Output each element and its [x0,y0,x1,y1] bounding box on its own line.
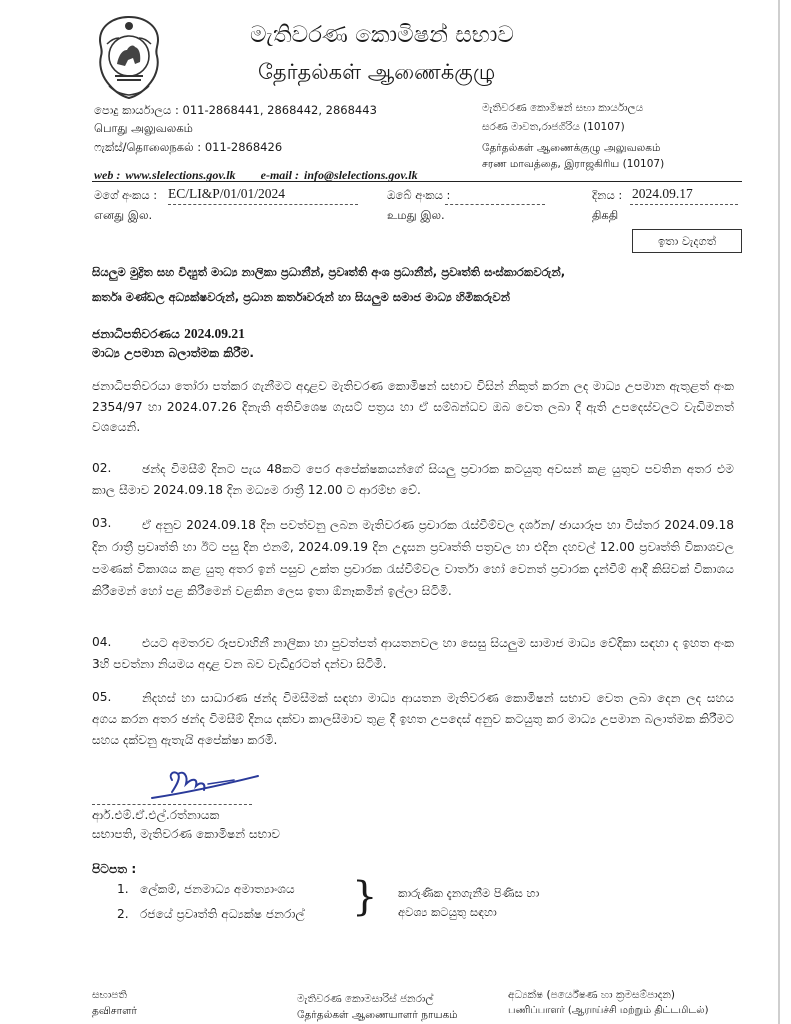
subject-date: 2024.09.21 [184,326,245,341]
email-address: info@slelections.gov.lk [304,168,418,182]
address-line-2: සරණ මාවත,රාජගිරිය (10107) [482,121,625,133]
copies-note-line-2: අවශ්‍ය කටයුතු සඳහා [398,905,497,919]
date-label: දිනය : [592,188,623,202]
paragraph-05: නිදහස් හා සාධාරණ ඡන්ද විමසීමක් සඳහා මාධ්‍ය ආයතන මැතිවරණ කොමිෂන් සභාව වෙත ලබා දෙන ලද සහය අගය කරන අතර ඡන්ද විමසීම් දිනය දක්වා කාලසීමාව තුළ දී ඉහත උපදෙස් අනුව කටයුතු කර මාධ්‍ය උපමාන බලාත්මක කිරීමට සහය දක්වනු ඇතැයි අපේක්ෂා කරමි. [92,691,734,747]
urgent-stamp [632,229,742,253]
signatory-name: ආර්.එම්.ඒ.එල්.රත්නායක [92,808,220,822]
urgent-stamp-text: ඉතා වැදගත් [657,233,717,248]
intro-paragraph: ජනාධිපතිවරයා තෝරා පත්කර ගැනීමට අදාළව මැතිවරණ කොමිෂන් සභාව විසින් නිකුත් කරන ලද මාධ්‍ය උපමාන ඇතුළත් අංක 2354/97 හා 2024.07.26 දිනැති අතිවිශෙෂ ගැසට් පත්‍රය හා ඒ සම්බන්ධව ඔබ වෙත ලබා දී ඇති උපදෙස්වලට වැඩිමනත් වශයෙනි. [92,379,734,434]
web-address: www.slelections.gov.lk [125,168,236,182]
addressee-line-2: කර්තෘ මණ්ඩල අධ්‍යක්ෂවරුන්, ප්‍රධාන කර්තෘවරුන් හා සියලුම සමාජ මාධ්‍ය හිමිකරුවන් [92,290,511,304]
signatory-title: සභාපති, මැතිවරණ කොමිෂන් සභාව [92,827,281,841]
date-value: 2024.09.17 [632,186,693,201]
copies-heading: පිටපත : [92,862,137,876]
subject-line-2: මාධ්‍ය උපමාන බලාත්මක කිරීම. [92,346,255,360]
address-line-3: தேர்தல்கள் ஆணைக்குழு அலுவலகம் [482,142,661,154]
my-ref-label-tamil: எனது இல. [94,208,153,222]
office-phone: පොදු කාර්යාලය : 011-2868441, 2868442, 2868443 [94,103,377,117]
paragraph-04-number: 04. [92,635,112,649]
office-title-tamil: தேர்தல்கள் ஆணைக்குழு [258,60,496,84]
address-line-1: මැතිවරණ කොමිෂන් සභා කාර්යාලය [482,102,644,114]
copy-item-2: රජයේ ප්‍රවෘත්ති අධ්‍යක්ෂ ජනරාල් [140,907,305,921]
address-line-4: சரண மாவத்தை, இராஜகிரிய (10107) [482,158,665,170]
signature-dotted-line [92,804,252,805]
footer-commissioner-general: මැතිවරණ කොමසාරිස් ජනරාල් [297,993,434,1005]
scan-edge [778,0,780,1024]
my-ref-label: මගේ අංකය : [94,188,158,202]
copies-note-line-1: කාරුණික දැනගැනීම පිණිස හා [398,886,540,900]
web-label: web : [94,168,121,182]
date-dotted-line [630,204,738,205]
date-label-tamil: திகதி [592,208,619,222]
paragraph-02: ඡන්ද විමසීම් දිනට පැය 48කට පෙර අපේක්ෂකයන්ගේ සියලු ප්‍රචාරක කටයුතු අවසන් කළ යුතුව පවතින අතර එම කාල සීමාව 2024.09.18 දින මධ්‍යම රාත්‍රී 12.00 ට ආරම්භ වේ. [92,462,734,497]
office-title-sinhala: මැතිවරණ කොමිෂන් සභාව [250,22,514,48]
copy-item-1-number: 1. [117,882,129,896]
paragraph-05-number: 05. [92,690,112,704]
emblem-logo [95,14,163,100]
footer-commissioner-general-tamil: தேர்தல்கள் ஆணையாளர் நாயகம் [297,1009,458,1021]
addressee-line-1: සියලුම මුද්‍රිත සහ විද්‍යුත් මාධ්‍ය නාලිකා ප්‍රධානීන්, ප්‍රවෘත්ති අංශ ප්‍රධානීන්, ප්‍රවෘත්ති සංස්කාරකවරුන්, [92,265,566,279]
copy-item-2-number: 2. [117,907,129,921]
footer-director: අධ්‍යක්ෂ (පර්යේෂණ හා ක්‍රමසම්පාදන) [508,989,676,1001]
footer-chairman-tamil: தவிசாளர் [92,1005,138,1017]
handwritten-signature [148,762,263,806]
your-ref-label-tamil: உமது இல. [387,208,445,222]
office-label-tamil: பொது அலுவலகம் [94,121,193,135]
footer-chairman: සභාපති [92,989,127,1001]
header-divider [92,181,742,182]
your-ref-dotted-line [445,204,545,205]
your-ref-label: ඔබේ අංකය : [387,188,451,202]
my-ref-dotted-line [168,204,358,205]
paragraph-02-number: 02. [92,461,112,475]
copy-item-1: ලේකම්, ජනමාධ්‍ය අමාත්‍යාංශය [140,882,295,896]
my-ref-value: EC/LI&P/01/01/2024 [168,186,286,201]
email-label: e-mail : [260,168,299,182]
subject-election: ජනාධිපතිවරණය [92,327,180,341]
copies-brace: } [352,874,378,920]
fax-number: ෆැක්ස්/தொலைநகல் : 011-2868426 [94,140,283,154]
footer-director-tamil: பணிப்பாளர் (ஆராய்ச்சி மற்றும் திட்டமிடல்) [508,1005,709,1016]
paragraph-03-number: 03. [92,516,112,530]
paragraph-04: එයට අමතරව රූපවාහිනී නාලිකා හා පුවත්පත් ආයතනවල හා සෙසු සියලුම සාමාජ මාධ්‍ය වේදිකා සඳහා ද ඉහත අංක 3හි පවත්නා නියමය අදාළ වන බව වැඩිදුරටත් දන්වා සිටිමි. [92,636,734,671]
subject-line-1 [92,326,245,342]
paragraph-03: ඒ අනුව 2024.09.18 දින පවත්වනු ලබන මැතිවරණ ප්‍රචාරක රැස්වීම්වල දර්ශන/ ඡායාරූප හා විස්තර 2024.09.18 දින රාත්‍රී ප්‍රවෘත්ති හා ඊට පසු දින එනම්, 2024.09.19 දින උදෑසන ප්‍රවෘත්ති පත්‍රවල හා එදින දහවල් 12.00 ප්‍රවෘත්ති විකාශවල පමණක් විකාශය කළ යුතු අතර ඉන් පසුව උක්ත ප්‍රචාරක රැස්වීම්වල වාර්තා හෝ වෙනත් ප්‍රචාරක දැන්වීම් ආදී කිසිවක් විකාශය කිරීමෙන් හෝ පළ කිරීමෙන් වළකින ලෙස ඉතා ඕනෑකමින් ඉල්ලා සිටිමි. [92,518,734,598]
